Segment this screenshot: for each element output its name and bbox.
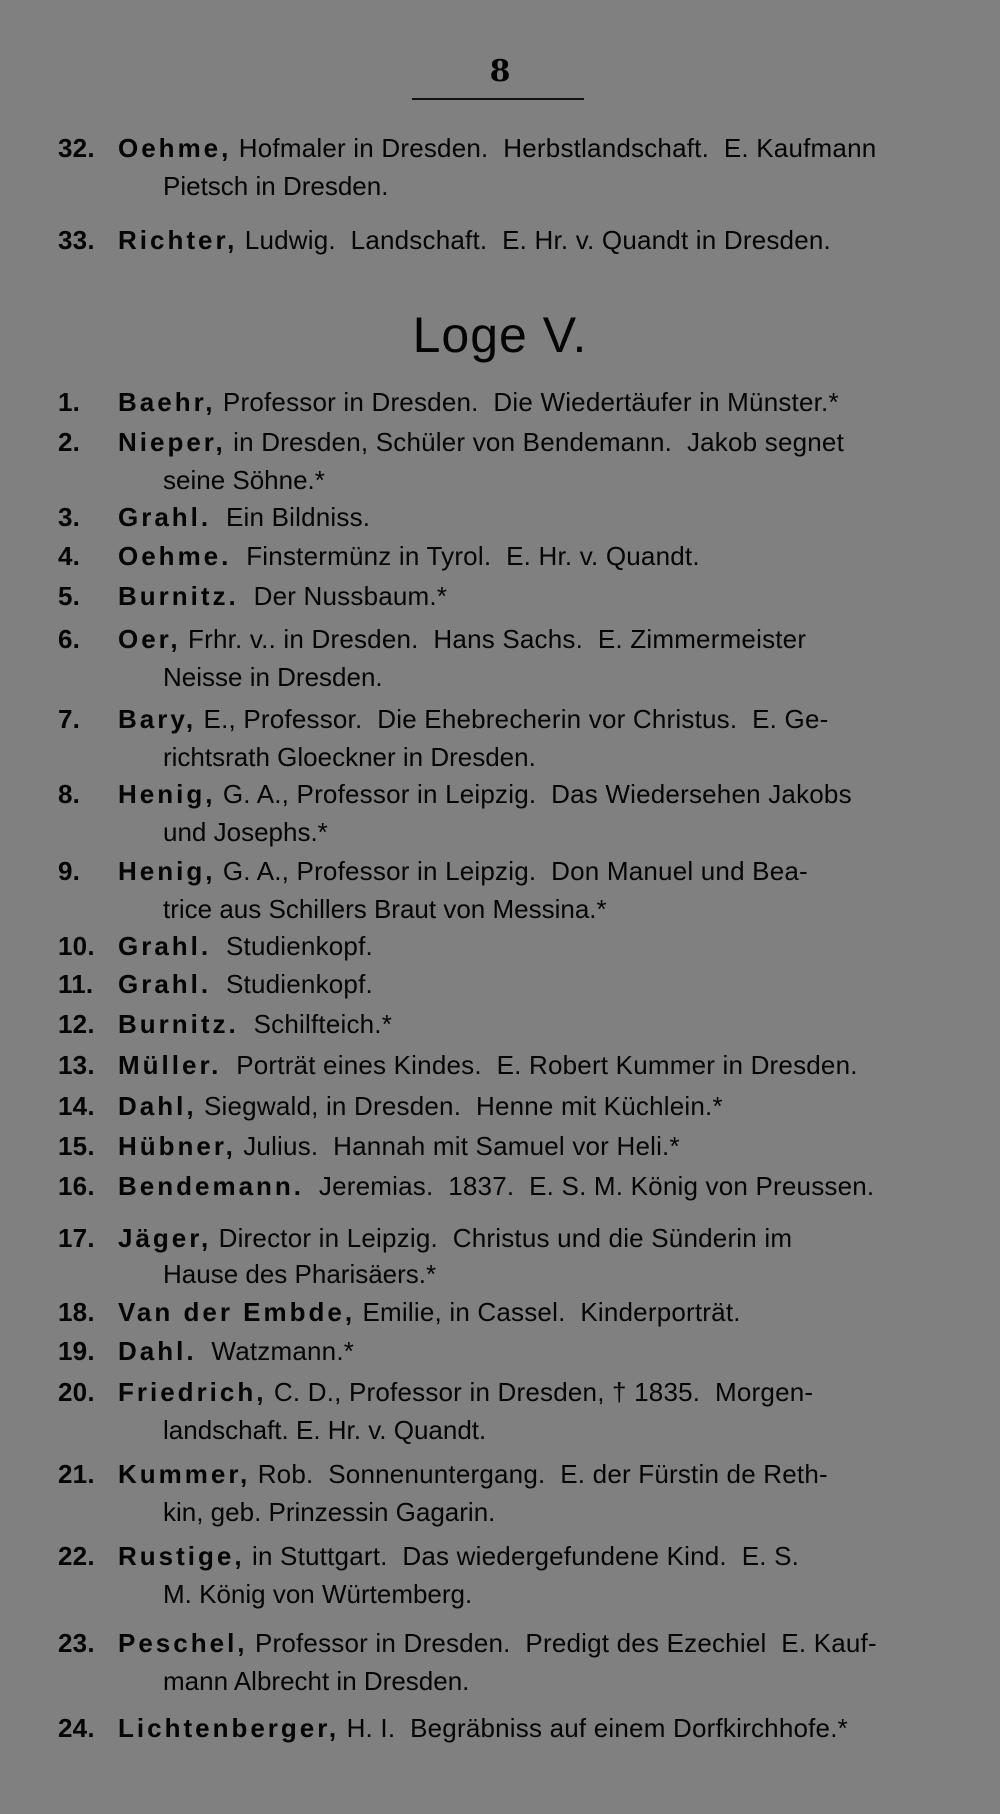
entry-continuation: landschaft. E. Hr. v. Quandt. [163,1415,487,1445]
artist-name: Oer, [118,624,181,654]
section-heading: Loge V. [412,307,588,363]
artist-name: Peschel, [118,1628,248,1658]
entry-number: 16. [58,1171,95,1201]
entry-line [58,856,808,886]
catalog-entry [58,424,956,460]
catalog-entry [58,966,956,1002]
entry-line [58,581,447,611]
artist-name: Henig, [118,856,216,886]
entry-number: 11. [58,969,94,999]
catalog-entry [58,701,956,737]
entry-number: 5. [58,581,81,611]
entry-continuation: trice aus Schillers Braut von Messina.* [163,894,607,924]
entry-line [58,1628,877,1658]
entry-number: 10. [58,931,95,961]
catalog-entry [58,1538,956,1574]
artist-name: Bary, [118,704,197,734]
entry-line [58,779,852,809]
entry-description: Julius. Hannah mit Samuel vor Heli.* [235,1131,680,1161]
entry-continuation: Neisse in Dresden. [163,662,383,692]
artist-name: Grahl. [118,969,212,999]
catalog-entry [58,1088,956,1124]
catalog-entry [58,1128,956,1164]
entry-number: 13. [58,1050,95,1080]
entry-description: Watzmann.* [196,1336,355,1366]
entry-number: 19. [58,1336,95,1366]
artist-name: Burnitz. [118,1009,239,1039]
catalog-entry [58,222,956,258]
entry-number: 20. [58,1377,95,1407]
entry-line [58,1131,680,1161]
entry-number: 15. [58,1131,95,1161]
catalog-entry [58,1625,956,1661]
entry-line [58,541,700,571]
entry-line [58,1223,792,1253]
catalog-entry [58,384,956,420]
entry-line [58,704,828,734]
entry-number: 14. [58,1091,95,1121]
artist-name: Henig, [118,779,216,809]
entry-continuation: Hause des Pharisäers.* [163,1259,437,1289]
entry-line [58,931,373,961]
artist-name: Grahl. [118,931,212,961]
artist-name: Bendemann. [118,1171,305,1201]
catalog-entry [58,1294,956,1330]
entry-continuation: seine Söhne.* [163,465,325,495]
artist-name: Lichtenberger, [118,1713,340,1743]
entry-line [58,624,806,654]
artist-name: Jäger, [118,1223,212,1253]
entry-line [58,1050,858,1080]
artist-name: Nieper, [118,427,226,457]
page-number: 8 [489,54,511,89]
entry-line [58,1171,874,1201]
catalog-entry [58,776,956,812]
entry-description: Jeremias. 1837. E. S. M. König von Preussen. [304,1171,875,1201]
entry-line [58,1713,848,1743]
artist-name: Baehr, [118,387,216,417]
entry-continuation: kin, geb. Prinzessin Gagarin. [163,1497,496,1527]
entry-description: Studienkopf. [211,969,373,999]
entry-description: G. A., Professor in Leipzig. Don Manuel und Bea- [215,856,808,886]
entry-line [58,1336,354,1366]
entry-number: 2. [58,427,81,457]
catalog-entry [58,538,956,574]
artist-name: Müller. [118,1050,222,1080]
artist-name: Richter, [118,225,238,255]
catalog-entry [58,130,956,166]
artist-name: Kummer, [118,1459,251,1489]
entry-number: 32. [58,133,95,163]
entry-description: Hofmaler in Dresden. Herbstlandschaft. E. Kaufmann [231,133,877,163]
catalog-entry [58,499,956,535]
entry-description: Emilie, in Cassel. Kinderporträt. [355,1297,741,1327]
entry-description: Schilfteich.* [238,1009,393,1039]
entry-description: Studienkopf. [211,931,373,961]
artist-name: Oehme, [118,133,232,163]
entry-number: 21. [58,1459,95,1489]
catalog-entry [58,1006,956,1042]
entry-number: 7. [58,704,81,734]
entry-description: E., Professor. Die Ehebrecherin vor Christus. E. Ge- [196,704,829,734]
entry-line [58,1541,799,1571]
catalog-entry [58,621,956,657]
entry-number: 9. [58,856,81,886]
entry-number: 6. [58,624,81,654]
entry-line [58,1297,741,1327]
catalog-entry [58,1333,956,1369]
header-rule [412,98,584,100]
artist-name: Dahl. [118,1336,197,1366]
catalog-entry [58,1710,956,1746]
artist-name: Grahl. [118,502,212,532]
entry-line [58,427,844,457]
entry-line [58,1377,813,1407]
catalog-entry [58,1220,956,1256]
artist-name: Friedrich, [118,1377,267,1407]
entry-description: in Dresden, Schüler von Bendemann. Jakob segnet [225,427,845,457]
artist-name: Hübner, [118,1131,236,1161]
entry-description: Director in Leipzig. Christus und die Sünderin im [211,1223,793,1253]
entry-number: 33. [58,225,95,255]
entry-line [58,969,373,999]
entry-description: Ludwig. Landschaft. E. Hr. v. Quandt in Dresden. [237,225,831,255]
entry-continuation: und Josephs.* [163,817,328,847]
entry-description: G. A., Professor in Leipzig. Das Wiedersehen Jakobs [215,779,852,809]
artist-name: Burnitz. [118,581,239,611]
catalog-entry [58,1374,956,1410]
entry-line [58,387,839,417]
entry-continuation: richtsrath Gloeckner in Dresden. [163,742,536,772]
catalog-entry [58,853,956,889]
entry-number: 12. [58,1009,95,1039]
entry-line [58,1459,828,1489]
entry-description: Rob. Sonnenuntergang. E. der Fürstin de Reth- [250,1459,828,1489]
entry-description: Professor in Dresden. Die Wiedertäufer in Münster.* [215,387,839,417]
entry-number: 24. [58,1713,95,1743]
entry-description: Finstermünz in Tyrol. E. Hr. v. Quandt. [231,541,700,571]
entry-continuation: M. König von Würtemberg. [163,1579,473,1609]
entry-number: 18. [58,1297,95,1327]
entry-line [58,133,876,163]
artist-name: Van der Embde, [118,1297,356,1327]
entry-description: Siegwald, in Dresden. Henne mit Küchlein.* [196,1091,723,1121]
entry-description: in Stuttgart. Das wiedergefundene Kind. E. S. [244,1541,800,1571]
catalog-entry [58,928,956,964]
entry-number: 17. [58,1223,95,1253]
entry-description: Porträt eines Kindes. E. Robert Kummer in Dresden. [221,1050,858,1080]
entry-description: H. I. Begräbniss auf einem Dorfkirchhofe.* [339,1713,848,1743]
entry-number: 1. [58,387,81,417]
entry-description: Ein Bildniss. [211,502,371,532]
entry-description: Der Nussbaum.* [238,581,448,611]
catalog-entry [58,1168,956,1204]
entry-description: C. D., Professor in Dresden, † 1835. Morgen- [266,1377,814,1407]
entry-description: Professor in Dresden. Predigt des Ezechiel E. Kauf- [247,1628,877,1658]
artist-name: Rustige, [118,1541,245,1571]
catalog-entry [58,578,956,614]
entry-continuation: mann Albrecht in Dresden. [163,1666,470,1696]
entry-line [58,1091,723,1121]
catalog-entry [58,1456,956,1492]
artist-name: Oehme. [118,541,232,571]
entry-number: 22. [58,1541,95,1571]
entry-number: 8. [58,779,81,809]
artist-name: Dahl, [118,1091,197,1121]
entry-description: Frhr. v.. in Dresden. Hans Sachs. E. Zimmermeister [180,624,807,654]
entry-line [58,225,831,255]
entry-number: 4. [58,541,81,571]
catalog-entry [58,1047,956,1083]
entry-line [58,1009,392,1039]
entry-line [58,502,370,532]
entry-number: 3. [58,502,81,532]
entry-number: 23. [58,1628,95,1658]
entry-continuation: Pietsch in Dresden. [163,171,389,201]
